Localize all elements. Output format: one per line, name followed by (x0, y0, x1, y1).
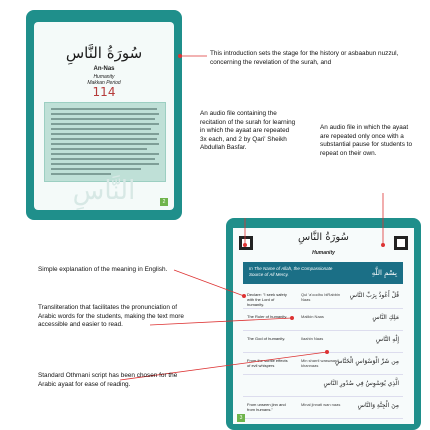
row-english: Declare: "I seek safety with the Lord of humanity. (247, 292, 287, 307)
calligraphy-watermark: النَّاسِ (72, 176, 136, 206)
page-number: 2 (160, 198, 168, 206)
annotation-audio-2: An audio file in which the ayaat are repeated only once with a substantial pause for students to repeat on their own. (320, 124, 413, 157)
connector-dot (290, 316, 293, 319)
surah-number: 114 (92, 85, 116, 99)
row-english: From unseen jinn and from humans." (247, 402, 286, 412)
surah-name: Humanity (312, 250, 335, 256)
annotation-audio-1: An audio file containing the recitation of the surah for learning in which the ayaat are repeated 3x each, and 2 by Qari' Sheikh Abdullah Basfar. (200, 110, 296, 151)
row-arabic: إِلَٰهِ النَّاسِ (375, 336, 399, 343)
row-arabic: مَلِكِ النَّاسِ (372, 314, 399, 321)
connector-dot (381, 243, 384, 246)
annotation-english: Simple explanation of the meaning in English. (38, 266, 168, 273)
connector-dot (178, 54, 181, 57)
row-arabic: قُلْ أَعُوذُ بِرَبِّ النَّاسِ (349, 292, 399, 299)
row-english: The Ruler of humanity. (247, 314, 288, 319)
row-arabic: مِنَ الْجِنَّةِ وَالنَّاسِ (357, 402, 399, 409)
row-arabic: الَّذِي يُوَسْوِسُ فِي صُدُورِ النَّاسِ (323, 380, 399, 387)
surah-period: Makkan Period (87, 80, 121, 86)
surah-arabic-title: سُورَةُ النَّاسِ (298, 232, 349, 243)
bismillah-arabic: بِسْمِ اللَّهِ (371, 269, 397, 277)
surah-arabic-title: سُورَةُ النَّاسِ (65, 44, 143, 62)
surah-name: An-Nas (93, 66, 115, 72)
row-transliteration: Minal jinnati wan naas (301, 402, 341, 407)
row-transliteration: Min sharril waswaasil khannaas (301, 358, 339, 368)
annotation-transliteration: Transliteration that facilitates the pronunciation of Arabic words for the students, making the text more accessible and easier to read. (38, 304, 184, 328)
connector-dot (243, 243, 246, 246)
annotation-othmani: Standard Othmani script has been chosen for the Arabic ayaat for ease of reading. (38, 372, 178, 388)
row-english: From the subtle effects of evil whispers (247, 358, 288, 368)
row-transliteration: Ilaahin Naas (301, 336, 324, 341)
bismillah-english: In The Name of Allah, the Compassionate Source of All Mercy. (249, 266, 333, 277)
row-arabic: مِن شَرِّ الْوَسْوَاسِ الْخَنَّاسِ (335, 358, 399, 365)
surah-meaning: Humanity (93, 74, 115, 80)
annotation-intro: This introduction sets the stage for the history or asbaabun nuzzul, concerning the revelation of the surah, and (210, 50, 399, 66)
row-transliteration: Malikin Naas (301, 314, 324, 319)
connector-dot (242, 294, 245, 297)
row-english: The God of humanity. (247, 336, 286, 341)
connector-dot (325, 350, 328, 353)
row-transliteration: Qul 'a'oodhu biRabbin Naas (301, 292, 341, 302)
page-number: 3 (237, 414, 245, 422)
